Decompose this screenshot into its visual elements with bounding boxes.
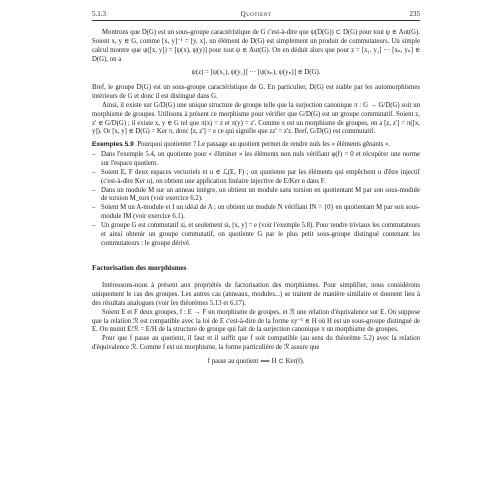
example-list bbox=[92, 151, 420, 248]
paragraph: Intéressons-nous à présent aux propriétés de factorisation des morphismes. Pour simplifier, nous considérons uniquement le cas des groupes. Les autres cas (anneaux, modules...) se traitent de manière similaire et donnent lieu à des résultats analogues (voir les théorèmes 5.13 et 6.17). bbox=[92, 282, 420, 307]
example-title: Exemples 5.9 bbox=[92, 141, 134, 149]
list-item: – Soient E, F deux espaces vectoriels et u ∈ ℒ(E, F) ; on quotiente par les éléments qui empêchent u d'être injectif (c'est-à-dire Ker u), on obtient une application linéaire injective de E/Ker u dans F. bbox=[92, 168, 420, 185]
paragraph: Soient E et F deux groupes, f : E → F un morphisme de groupes, et ℛ une relation d'équivalence sur E. On suppose que la relation ℛ est compatible avec la loi de E c'est-à-dire de la forme xy⁻¹ ∈ H où H est un sous-groupe distingué de E. On munit E/ℛ = E/H de la structure de groupe qui fait de la surjection canonique π un morphisme de groupes. bbox=[92, 308, 420, 334]
list-item: – Dans l'exemple 5.4, on quotiente pour « éliminer » les éléments non nuls vérifiant φ(f) = 0 et récupérer une norme sur l'espace quotient. bbox=[92, 151, 420, 167]
equation: f passe au quotient ⟺ H ⊂ Ker(f). bbox=[207, 358, 305, 365]
bullet-dash: – bbox=[92, 186, 96, 194]
bullet-dash: – bbox=[92, 168, 96, 176]
running-header bbox=[92, 8, 420, 21]
bullet-dash: – bbox=[92, 221, 96, 229]
page-body bbox=[92, 29, 420, 367]
list-item: – Un groupe G est commutatif si, et seulement si, [x, y] = e (voir l'exemple 5.8). Pour rendre triviaux les commutateurs et ainsi obtenir un groupe commutatif, on quotiente G par le plus petit sous-groupe distingué contenant les commutateurs : le groupe dérivé. bbox=[92, 221, 420, 247]
paragraph: Ainsi, il existe sur G/D(G) une unique structure de groupe telle que la surjection canonique π : G → G/D(G) soit un morphisme de groupes. Utilisons à présent ce morphisme pour vérifier que G/D(G) est un groupe commutatif. Soient z, z' ∈ G/D(G) ; il existe x, y ∈ G tel que π(x) = z et π(y) = z'. Comme π est un morphisme de groupes, on a [z, z'] = π([x, y]). Or [x, y] ∈ D(G) = Ker π, donc [z, z'] = e ce qui signifie que zz' = z'z. Bref, G/D(G) est commutatif. bbox=[92, 101, 420, 136]
paragraph: Pour que f passe au quotient, il faut et il suffit que f soit compatible (au sens du théorème 5.2) avec la relation d'équivalence ℛ. Comme f est un morphisme, la forme particulière de ℛ assure que bbox=[92, 335, 420, 352]
equation: ψ(z) = [ψ(x₁), ψ(y₁)] ··· [ψ(xₙ), ψ(yₙ)] ∈ D(G). bbox=[191, 69, 321, 77]
paragraph: Bref, le groupe D(G) est un sous-groupe caractéristique de G. En particulier, D(G) est stable par les automorphismes intérieurs de G et donc il est distingué dans G. bbox=[92, 84, 420, 101]
page-number: 235 bbox=[409, 10, 420, 18]
list-item: – Dans un module M sur un anneau intègre, on obtient un module sans torsion en quotientant M par son sous-module de torsion M_tors (voir exercice 6.2). bbox=[92, 186, 420, 203]
chapter-title: Quotient bbox=[240, 10, 272, 18]
section-number: 5.1.3 bbox=[92, 10, 106, 18]
bullet-dash: – bbox=[92, 151, 96, 159]
example-block bbox=[92, 141, 420, 150]
paragraph: Montrons que D(G) est un sous-groupe caractéristique de G c'est-à-dire que ψ(D(G)) ⊂ D(G) pour tout ψ ∈ Aut(G). Soient x, y ∈ G, comme [x, y]⁻¹ = [y, x], un élément de D(G) est simplement un produit de commutateurs. Un simple calcul montre que ψ([x, y]) = [ψ(x), ψ(y)] pour tout ψ ∈ Aut(G). On en déduit alors que pour z = [x₁, y₁] ··· [xₙ, yₙ] ∈ D(G), on a bbox=[92, 29, 420, 63]
section-heading: Factorisation des morphismes bbox=[92, 263, 187, 273]
example-intro: Pourquoi quotienter ? Le passage au quotient permet de rendre nuls les « éléments gênants ». bbox=[137, 141, 391, 149]
bullet-dash: – bbox=[92, 204, 96, 212]
list-item: – Soient M un A-module et I un idéal de A ; on obtient un module N vérifiant IN = {0} en quotientant M par son sous-module IM (voir exercice 6.1). bbox=[92, 204, 420, 221]
